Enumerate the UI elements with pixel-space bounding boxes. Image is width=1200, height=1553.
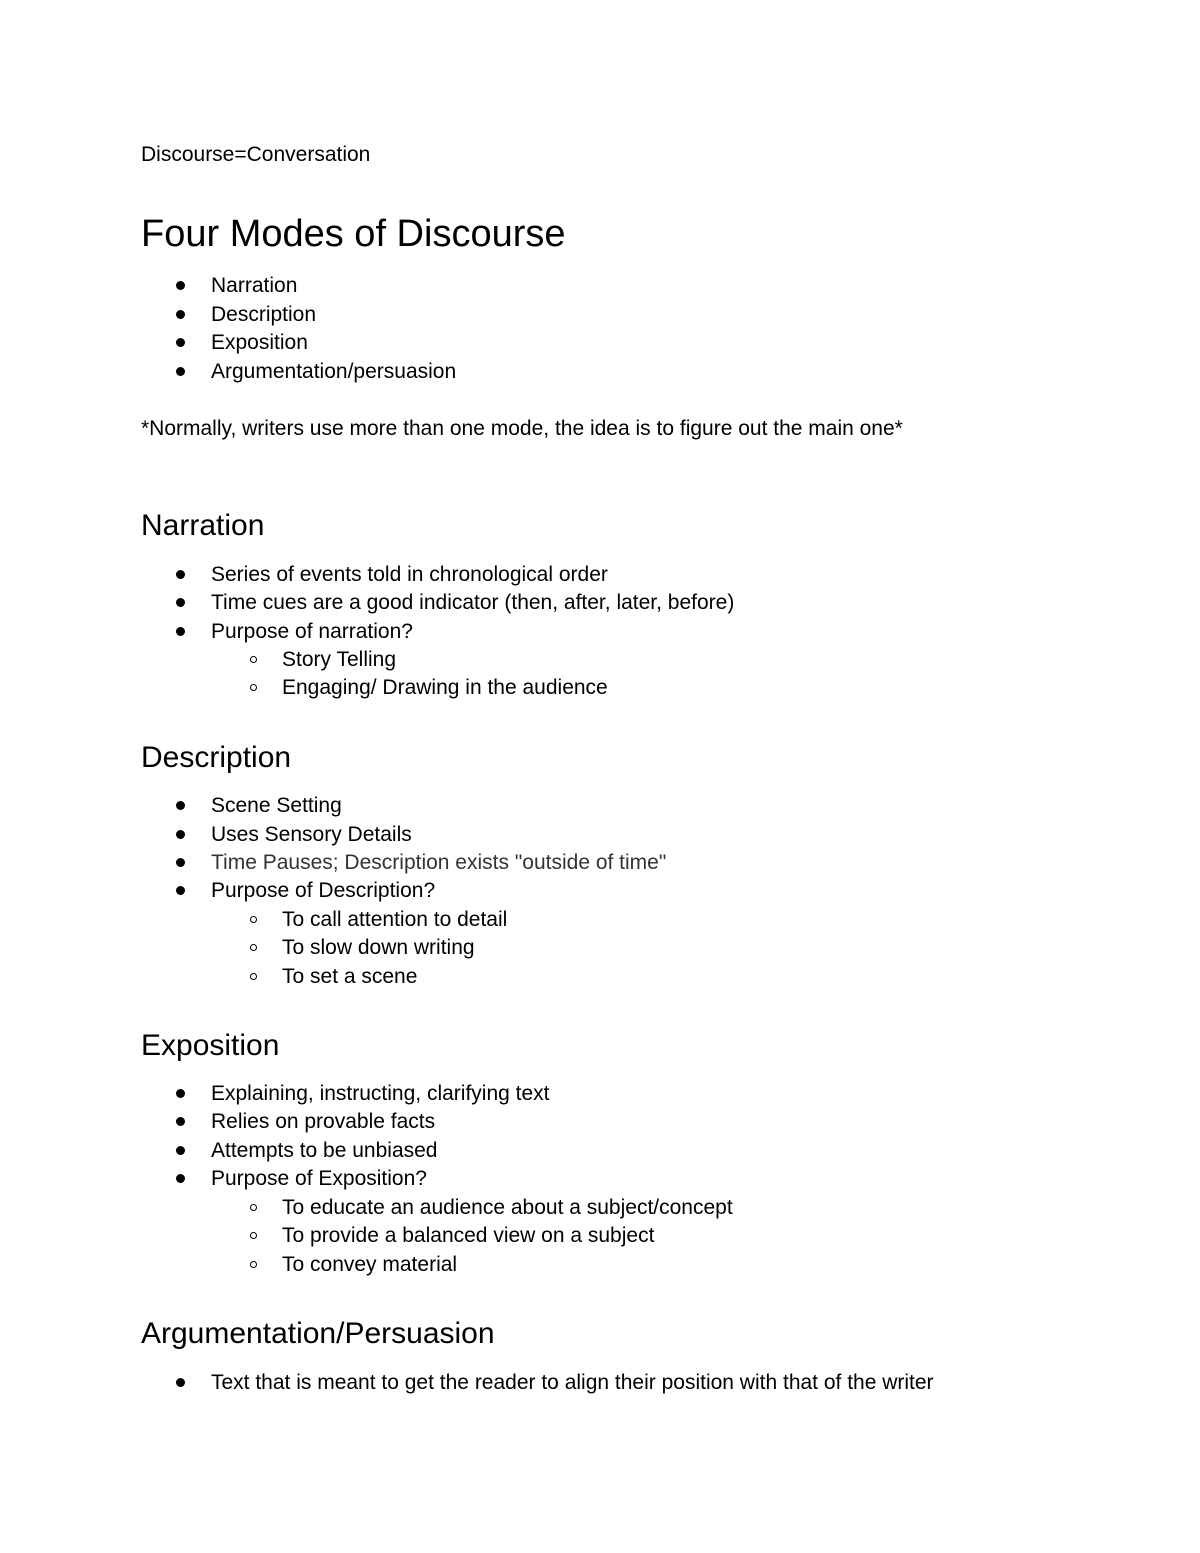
list-item: Relies on provable facts [211, 1110, 436, 1133]
section-heading: Exposition [141, 1029, 280, 1062]
bullet-icon [176, 338, 185, 347]
sub-list-item: To slow down writing [282, 936, 475, 959]
bullet-icon [176, 801, 185, 810]
bullet-icon [176, 886, 185, 895]
list-item: Description [211, 303, 317, 326]
page-title: Four Modes of Discourse [141, 213, 566, 255]
section-heading: Narration [141, 509, 265, 542]
list-item: Series of events told in chronological order [211, 563, 608, 586]
bullet-icon [176, 830, 185, 839]
list-item: Purpose of Description? [211, 879, 436, 902]
bullet-icon [176, 570, 185, 579]
bullet-icon [176, 367, 185, 376]
circle-bullet-icon [250, 684, 257, 691]
circle-bullet-icon [250, 1232, 257, 1239]
bullet-icon [176, 1378, 185, 1387]
section-heading: Description [141, 741, 292, 774]
list-item: Time Pauses; Description exists "outside of time" [211, 851, 667, 874]
bullet-icon [176, 1146, 185, 1155]
bullet-icon [176, 310, 185, 319]
bullet-icon [176, 598, 185, 607]
sub-list-item: Engaging/ Drawing in the audience [282, 676, 608, 699]
circle-bullet-icon [250, 1261, 257, 1268]
list-item: Exposition [211, 331, 308, 354]
sub-list-item: To educate an audience about a subject/concept [282, 1196, 733, 1219]
bullet-icon [176, 1117, 185, 1126]
list-item: Attempts to be unbiased [211, 1139, 438, 1162]
bullet-icon [176, 1174, 185, 1183]
list-item: Time cues are a good indicator (then, after, later, before) [211, 591, 735, 614]
list-item: Argumentation/persuasion [211, 360, 457, 383]
note-text: *Normally, writers use more than one mode, the idea is to figure out the main one* [141, 417, 903, 440]
section-heading: Argumentation/Persuasion [141, 1317, 495, 1350]
sub-list-item: To set a scene [282, 965, 418, 988]
intro-text: Discourse=Conversation [141, 143, 371, 166]
list-item: Narration [211, 274, 298, 297]
circle-bullet-icon [250, 916, 257, 923]
list-item: Explaining, instructing, clarifying text [211, 1082, 550, 1105]
sub-list-item: To call attention to detail [282, 908, 508, 931]
circle-bullet-icon [250, 1204, 257, 1211]
sub-list-item: Story Telling [282, 648, 397, 671]
sub-list-item: To provide a balanced view on a subject [282, 1224, 655, 1247]
list-item: Uses Sensory Details [211, 823, 412, 846]
list-item: Scene Setting [211, 794, 342, 817]
circle-bullet-icon [250, 656, 257, 663]
bullet-icon [176, 1089, 185, 1098]
list-item: Text that is meant to get the reader to align their position with that of the writer [211, 1371, 934, 1394]
list-item: Purpose of Exposition? [211, 1167, 427, 1190]
bullet-icon [176, 281, 185, 290]
bullet-icon [176, 627, 185, 636]
circle-bullet-icon [250, 944, 257, 951]
list-item: Purpose of narration? [211, 620, 413, 643]
sub-list-item: To convey material [282, 1253, 458, 1276]
bullet-icon [176, 858, 185, 867]
circle-bullet-icon [250, 973, 257, 980]
